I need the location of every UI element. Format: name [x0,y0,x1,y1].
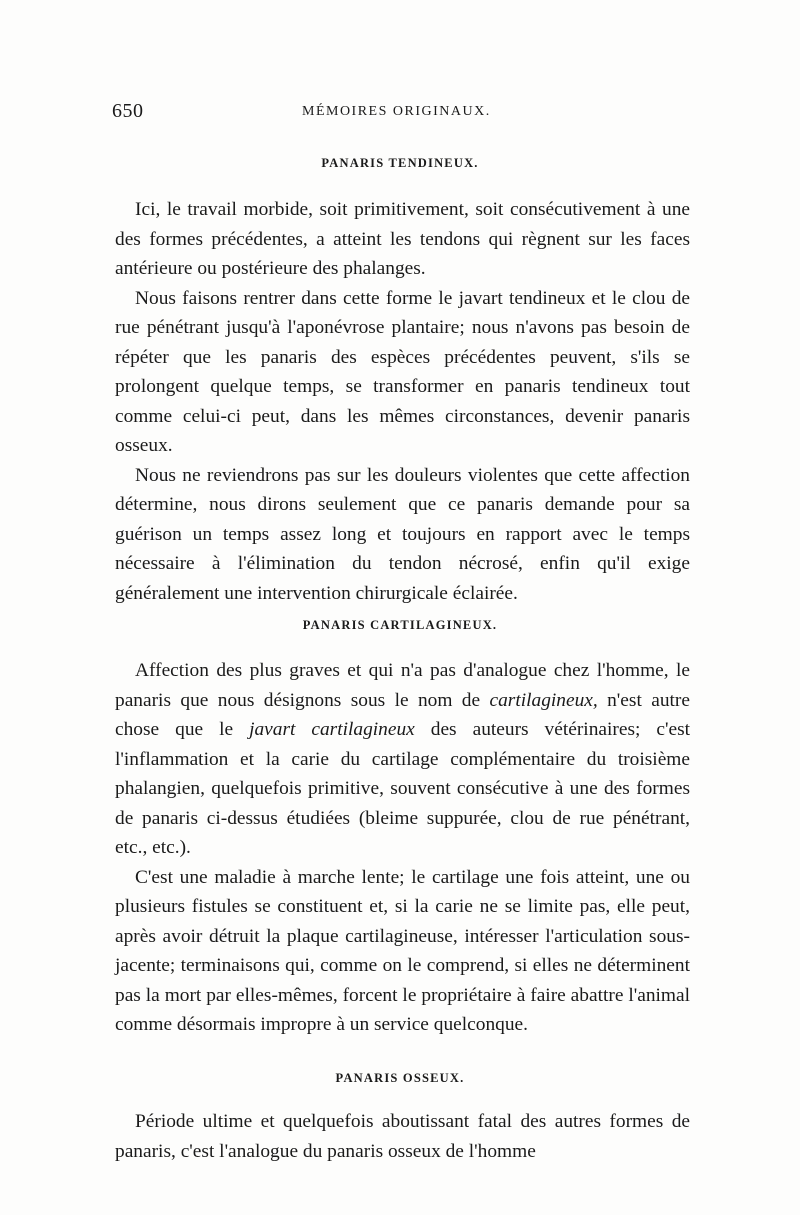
section-cartilagineux [115,656,690,1040]
section-heading-tendineux: PANARIS TENDINEUX. [321,156,479,170]
paragraph [115,656,690,863]
paragraph: Période ultime et quelquefois aboutissant fatal des autres formes de panaris, c'est l'analogue du panaris osseux de l'homme [115,1111,690,1162]
section-heading-cartilagineux: PANARIS CARTILAGINEUX. [302,618,498,632]
text-run: des auteurs vétérinaires; c'est l'inflammation et la carie du cartilage complémentaire du troisième phalangien, quelquefois primitive, souvent consécutive à une des formes de panaris ci-dessus étudiées (bleime suppurée, clou de rue pénétrant, etc., etc.). [115,719,691,858]
section-osseux [115,1107,690,1166]
italic-term: javart cartilagineux [249,719,415,740]
text-run: Affection des plus graves et qui n'a pas d'analogue chez l'homme, le panaris que nous désignons sous le nom de [115,660,690,711]
page-number: 650 [112,100,144,122]
paragraph: C'est une maladie à marche lente; le cartilage une fois atteint, une ou plusieurs fistules se constituent et, si la carie ne se limite pas, elle peut, après avoir détruit la plaque cartilagineuse, intéresser l'articulation sous-jacente; terminaisons qui, comme on le comprend, si elles ne déterminent pas la mort par elles-mêmes, forcent le propriétaire à faire abattre l'animal comme désormais impropre à un service quelconque. [115,866,690,1035]
italic-term: cartilagineux, [489,689,598,711]
running-title: MÉMOIRES ORIGINAUX. [302,104,491,119]
paragraph: Ici, le travail morbide, soit primitivement, soit consécutivement à une des formes précédentes, a atteint les tendons qui règnent sur les faces antérieure ou postérieure des phalanges. [115,199,690,279]
running-header [112,100,688,126]
section-tendineux [115,195,690,608]
paragraph: Nous ne reviendrons pas sur les douleurs violentes que cette affection détermine, nous dirons seulement que ce panaris demande pour sa guérison un temps assez long et toujours en rapport avec le temps nécessaire à l'élimination du tendon nécrosé, enfin qu'il exige généralement une intervention chirurgicale éclairée. [115,464,690,604]
text-run: n'est autre chose que le [115,689,690,740]
paragraph: Nous faisons rentrer dans cette forme le javart tendineux et le clou de rue pénétrant jusqu'à l'aponévrose plantaire; nous n'avons pas besoin de répéter que les panaris des espèces précédentes peuvent, s'ils se prolongent quelque temps, se transformer en panaris tendineux tout comme celui-ci peut, dans les mêmes circonstances, devenir panaris osseux. [115,287,690,456]
section-heading-osseux: PANARIS OSSEUX. [335,1071,465,1085]
